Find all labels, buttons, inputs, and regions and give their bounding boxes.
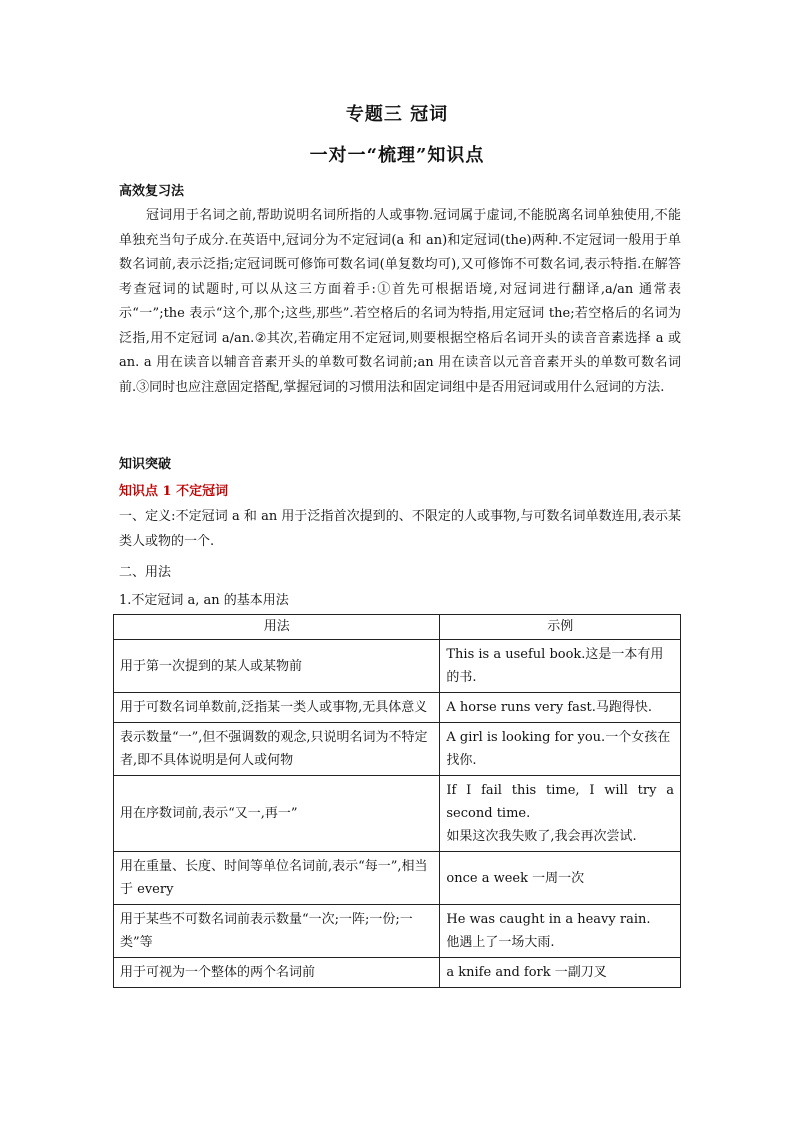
usage-cell: 用于某些不可数名词前表示数量“一次;一阵;一份;一类”等 bbox=[114, 905, 440, 958]
usage-cell: 用于可数名词单数前,泛指某一类人或事物,无具体意义 bbox=[114, 693, 440, 723]
usage-heading: 二、用法 bbox=[119, 565, 172, 580]
example-text: If I fail this time, I will try a second time. bbox=[446, 783, 674, 821]
table-row bbox=[114, 905, 681, 958]
example-text: A horse runs very fast.马跑得快. bbox=[446, 700, 653, 715]
review-paragraph: 冠词用于名词之前,帮助说明名词所指的人或事物.冠词属于虚词,不能脱离名词单独使用,不能单独充当句子成分.在英语中,冠词分为不定冠词(a 和 an)和定冠词(the)两种.不定冠词一般用于单数名词前,表示泛指;定冠词既可修饰可数名词(单复数均可),又可修饰不可数名词,表示特指.在解答考查冠词的试题时,可以从这三方面着手:①首先可根据语境,对冠词进行翻译,a/an 通常表示“一”;the 表示“这个,那个;这些,那些”.若空格后的名词为特指,用定冠词 the;若空格后的名词为泛指,用不定冠词 a/an.②其次,若确定用不定冠词,则要根据空格后名词开头的读音音素选择 a 或 an. a 用在读音以辅音音素开头的单数可数名词前;an 用在读音以元音音素开头的单数可数名词前.③同时也应注意固定搭配,掌握冠词的习惯用法和固定词组中是否用冠词或用什么冠词的方法. bbox=[119, 208, 681, 395]
table-row bbox=[114, 693, 681, 723]
table-row bbox=[114, 852, 681, 905]
table-header-usage: 用法 bbox=[114, 615, 440, 640]
example-cell bbox=[440, 905, 681, 958]
usage-cell: 用在重量、长度、时间等单位名词前,表示“每一”,相当于 every bbox=[114, 852, 440, 905]
table-row bbox=[114, 723, 681, 776]
knowledge-point-1-title: 知识点 1 不定冠词 bbox=[119, 484, 229, 499]
table-row bbox=[114, 958, 681, 988]
example-text: He was caught in a heavy rain. bbox=[446, 912, 651, 927]
document-title: 专题三 冠词 bbox=[345, 104, 449, 125]
example-cell bbox=[440, 640, 681, 693]
example-text: once a week 一周一次 bbox=[446, 870, 585, 886]
example-cell bbox=[440, 852, 681, 905]
example-translation: 他遇上了一场大雨. bbox=[446, 935, 555, 950]
example-text: This is a useful book.这是一本有用的书. bbox=[446, 647, 664, 685]
document-subtitle: 一对一“梳理”知识点 bbox=[309, 145, 485, 166]
example-cell bbox=[440, 693, 681, 723]
example-text: A girl is looking for you.一个女孩在找你. bbox=[446, 730, 671, 768]
usage-subheading: 1.不定冠词 a, an 的基本用法 bbox=[119, 593, 289, 608]
usage-cell: 表示数量“一”,但不强调数的观念,只说明名词为不特定者,即不具体说明是何人或何物 bbox=[114, 723, 440, 776]
example-text: a knife and fork 一副刀叉 bbox=[446, 965, 607, 980]
example-cell bbox=[440, 958, 681, 988]
table-row bbox=[114, 640, 681, 693]
usage-cell: 用于可视为一个整体的两个名词前 bbox=[114, 958, 440, 988]
table-header-example: 示例 bbox=[440, 615, 681, 640]
example-translation: 如果这次我失败了,我会再次尝试. bbox=[446, 829, 637, 844]
section-heading-breakthrough: 知识突破 bbox=[119, 457, 172, 472]
table-header-row bbox=[114, 615, 681, 640]
example-cell bbox=[440, 776, 681, 852]
usage-cell: 用在序数词前,表示“又一,再一” bbox=[114, 776, 440, 852]
example-cell bbox=[440, 723, 681, 776]
definition-paragraph: 一、定义:不定冠词 a 和 an 用于泛指首次提到的、不限定的人或事物,与可数名词单数连用,表示某类人或物的一个. bbox=[119, 509, 681, 549]
usage-cell: 用于第一次提到的某人或某物前 bbox=[114, 640, 440, 693]
section-heading-review: 高效复习法 bbox=[119, 184, 185, 199]
usage-table bbox=[113, 614, 681, 988]
table-row bbox=[114, 776, 681, 852]
